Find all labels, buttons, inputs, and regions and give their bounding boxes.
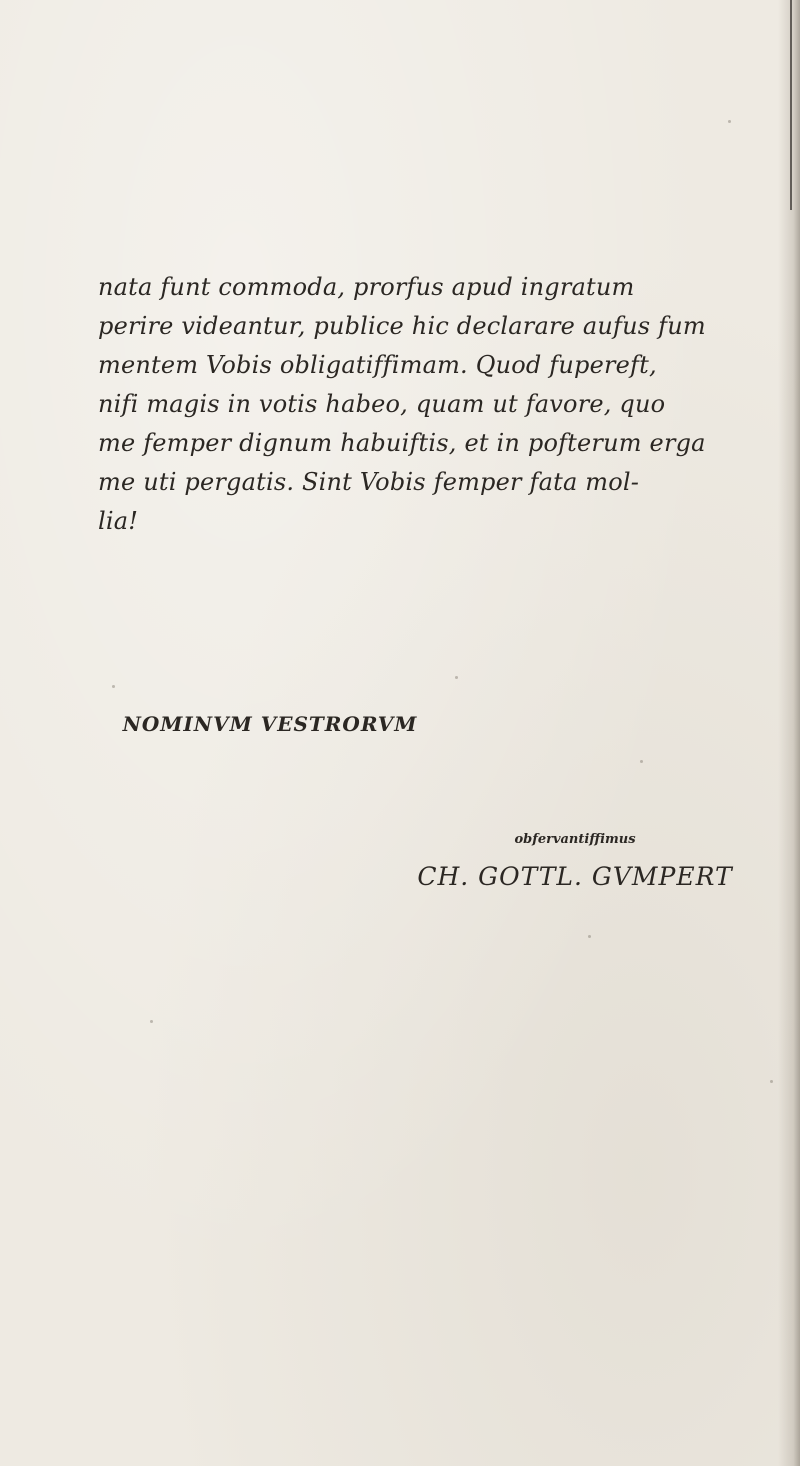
text-line: me uti pergatis. Sint Vobis femper fata mol- (98, 468, 640, 496)
text-line: perire videantur, publice hic declarare aufus fum (98, 312, 706, 340)
text-line: nata funt commoda, prorfus apud ingratum (98, 273, 635, 301)
text-line: me femper dignum habuiftis, et in pofterum erga (98, 429, 706, 457)
paper-speck (150, 1020, 153, 1023)
paper-speck (728, 120, 731, 123)
closing-formula: NOMINVM VESTRORVM (122, 712, 418, 736)
text-line: nifi magis in votis habeo, quam ut favore, quo (98, 390, 666, 418)
paper-speck (770, 1080, 773, 1083)
text-line: mentem Vobis obligatiffimam. Quod fupereft, (98, 351, 657, 379)
binding-line (790, 0, 792, 210)
paper-speck (588, 935, 591, 938)
text-line: lia! (98, 507, 139, 535)
valediction: obfervantiffimus (514, 832, 636, 847)
author-signature: CH. GOTTL. GVMPERT (417, 862, 733, 891)
paper-speck (112, 685, 115, 688)
body-paragraph (98, 268, 788, 541)
paper-speck (640, 760, 643, 763)
paper-speck (455, 676, 458, 679)
page-edge-shadow (778, 0, 800, 1466)
